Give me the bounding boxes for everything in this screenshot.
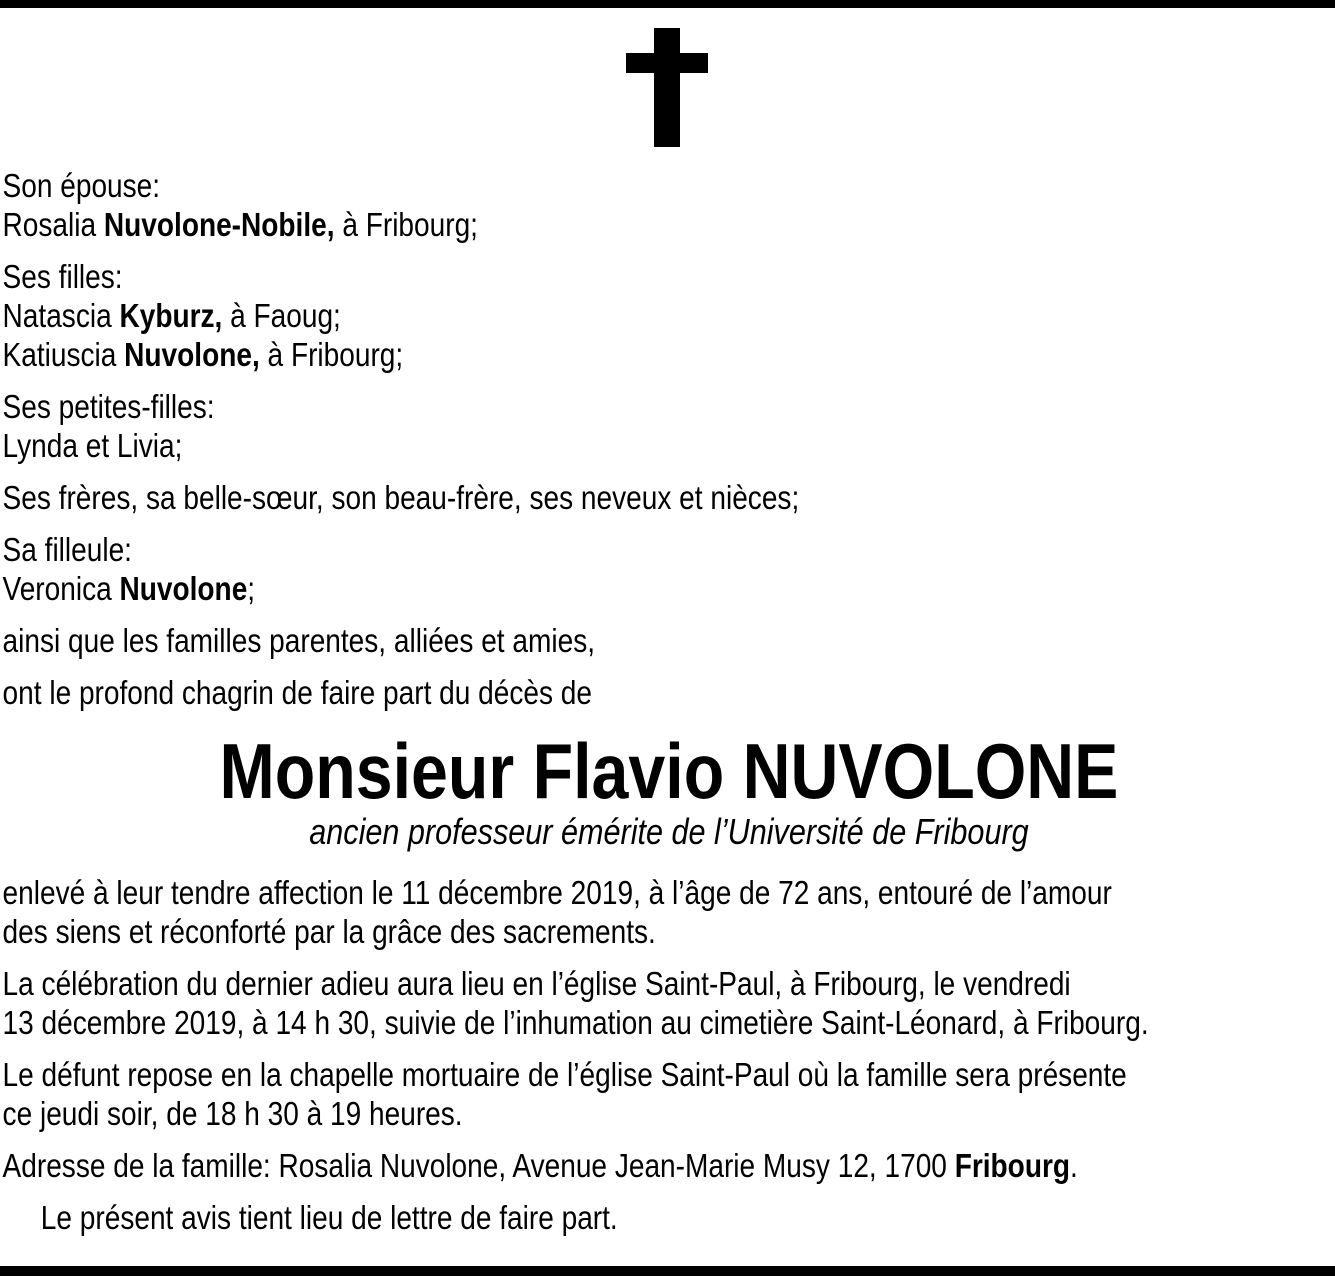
text-segment: ont le profond chagrin de faire part du décès de (2, 674, 592, 711)
text-segment: Katiuscia (2, 336, 125, 373)
paragraph-group (3, 257, 1335, 374)
notice-line (3, 569, 1335, 608)
text-segment: Lynda et Livia; (2, 427, 183, 464)
paragraph-group (3, 1055, 1335, 1133)
text-segment: . (1070, 1147, 1078, 1184)
notice-line (3, 205, 1335, 244)
name-emphasis: Fribourg (954, 1147, 1071, 1184)
text-segment: Le défunt repose en la chapelle mortuaire de l’église Saint-Paul où la famille sera présente (2, 1056, 1127, 1093)
text-segment: La célébration du dernier adieu aura lieu en l’église Saint-Paul, à Fribourg, le vendredi (2, 965, 1071, 1002)
notice-line (3, 1198, 1335, 1237)
notice-line (3, 335, 1335, 374)
text-segment: 13 décembre 2019, à 14 h 30, suivie de l’inhumation au cimetière Saint-Léonard, à Fribourg. (2, 1004, 1149, 1041)
bottom-rule (0, 1266, 1335, 1276)
notice-line (3, 1055, 1335, 1094)
text-segment: Veronica (2, 570, 120, 607)
name-emphasis: Nuvolone, (124, 336, 260, 373)
text-segment: Adresse de la famille: Rosalia Nuvolone, Avenue Jean-Marie Musy 12, 1700 (2, 1147, 955, 1184)
text-segment: Ses frères, sa belle-sœur, son beau-frère, ses neveux et nièces; (2, 479, 800, 516)
deceased-name: Monsieur Flavio NUVOLONE (219, 727, 1119, 815)
text-segment: Rosalia (2, 206, 104, 243)
paragraph-group (3, 530, 1335, 608)
notice-line (3, 1094, 1335, 1133)
paragraph-group (3, 1198, 1335, 1237)
paragraph-group (3, 964, 1335, 1042)
text-segment: ce jeudi soir, de 18 h 30 à 19 heures. (2, 1095, 463, 1132)
text-segment: à Fribourg; (334, 206, 478, 243)
name-emphasis: Kyburz, (119, 297, 223, 334)
text-segment: Ses filles: (2, 258, 123, 295)
text-segment: Son épouse: (2, 167, 161, 204)
deceased-title-block (3, 727, 1335, 853)
name-emphasis: Nuvolone (119, 570, 248, 607)
text-segment: ainsi que les familles parentes, alliées et amies, (2, 622, 596, 659)
notice-line (3, 673, 1335, 712)
text-segment: Natascia (2, 297, 120, 334)
text-segment: à Fribourg; (259, 336, 404, 373)
notice-line (3, 387, 1335, 426)
paragraph-group (3, 673, 1335, 712)
text-segment: Sa filleule: (2, 531, 132, 568)
notice-line (3, 912, 1335, 951)
notice-line (3, 166, 1335, 205)
text-segment: des siens et réconforté par la grâce des sacrements. (2, 913, 656, 950)
family-section (3, 166, 1335, 712)
notice-line (3, 257, 1335, 296)
text-segment: Le présent avis tient lieu de lettre de faire part. (40, 1199, 618, 1236)
text-segment: à Faoug; (222, 297, 341, 334)
paragraph-group (3, 166, 1335, 244)
paragraph-group (3, 478, 1335, 517)
notice-line (3, 478, 1335, 517)
text-segment: ; (247, 570, 256, 607)
notice-line (3, 964, 1335, 1003)
notice-line (3, 873, 1335, 912)
text-segment: Ses petites-filles: (2, 388, 215, 425)
notice-line (3, 426, 1335, 465)
notice-line (3, 1146, 1335, 1185)
notice-line (3, 1003, 1335, 1042)
paragraph-group (3, 873, 1335, 951)
paragraph-group (3, 1146, 1335, 1185)
text-segment: enlevé à leur tendre affection le 11 décembre 2019, à l’âge de 72 ans, entouré de l’amour (2, 874, 1112, 911)
notice-line (3, 621, 1335, 660)
deceased-subtitle: ancien professeur émérite de l’Université de Fribourg (309, 811, 1029, 852)
paragraph-group (3, 387, 1335, 465)
details-section (3, 873, 1335, 1237)
notice-line (3, 296, 1335, 335)
paragraph-group (3, 621, 1335, 660)
notice-line (3, 530, 1335, 569)
name-emphasis: Nuvolone-Nobile, (103, 206, 335, 243)
